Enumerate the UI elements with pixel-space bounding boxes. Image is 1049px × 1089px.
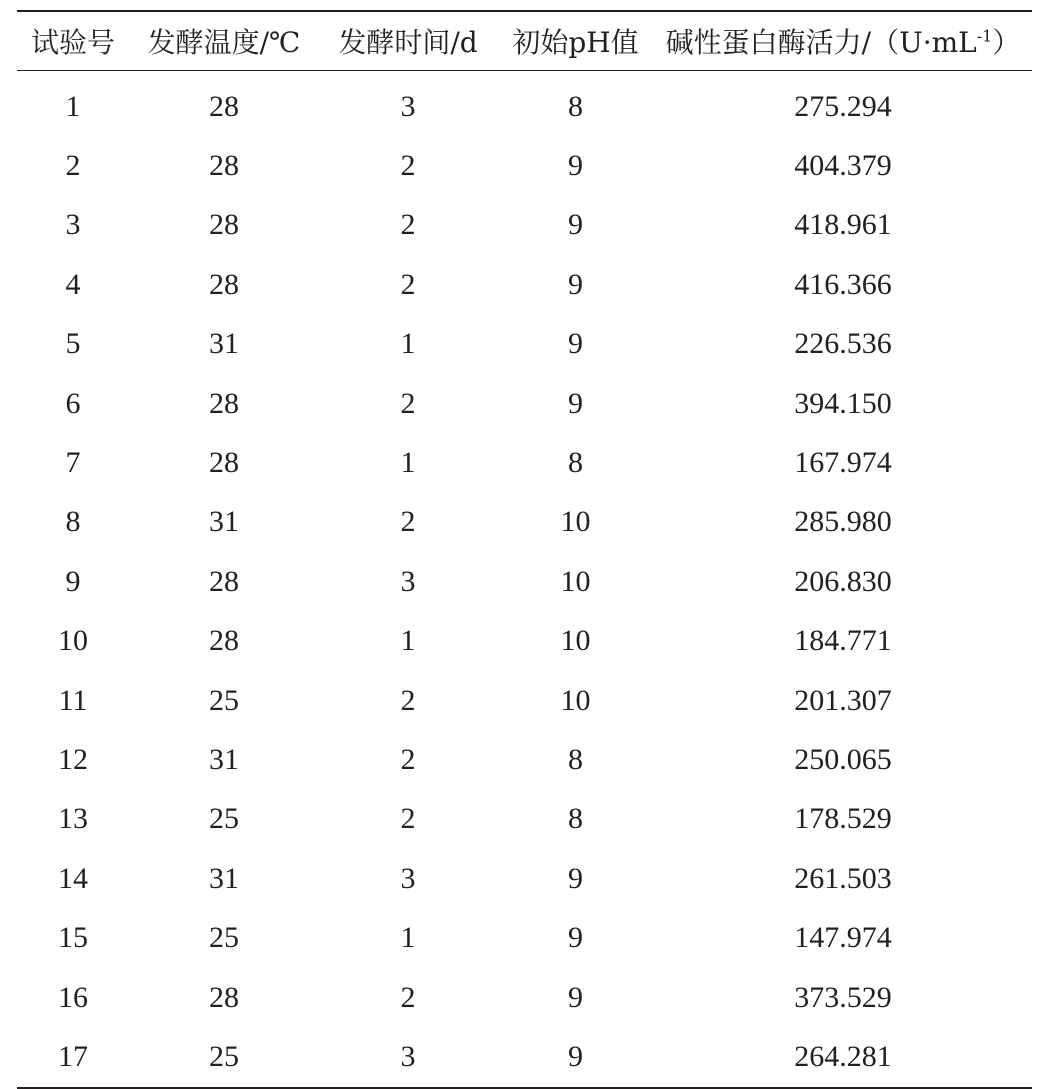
cell-initial-ph: 8 <box>568 742 583 776</box>
cell-activity: 178.529 <box>794 802 892 836</box>
cell-time: 1 <box>400 624 416 658</box>
cell-initial-ph: 9 <box>568 208 583 242</box>
table-row <box>17 433 1032 492</box>
cell-activity: 275.294 <box>794 89 892 123</box>
cell-time: 2 <box>400 980 416 1014</box>
cell-time: 2 <box>400 267 416 301</box>
table-row <box>17 612 1032 671</box>
cell-activity: 184.771 <box>794 624 892 658</box>
cell-temperature: 28 <box>209 624 239 658</box>
table-row <box>17 374 1032 433</box>
cell-activity: 394.150 <box>794 386 892 420</box>
cell-initial-ph: 8 <box>568 446 583 480</box>
cell-temperature: 28 <box>209 980 239 1014</box>
cell-initial-ph: 9 <box>568 327 583 361</box>
cell-trial-no: 8 <box>65 505 81 539</box>
cell-temperature: 28 <box>209 564 239 598</box>
cell-activity: 201.307 <box>794 683 892 717</box>
table-row <box>17 968 1032 1027</box>
cell-temperature: 28 <box>209 386 239 420</box>
cell-initial-ph: 9 <box>568 861 583 895</box>
cell-temperature: 31 <box>209 505 239 539</box>
cell-time: 2 <box>400 386 416 420</box>
table-row <box>17 1027 1032 1087</box>
cell-initial-ph: 9 <box>568 1039 583 1073</box>
cell-trial-no: 13 <box>58 802 88 836</box>
cell-initial-ph: 10 <box>560 564 591 598</box>
cell-activity: 373.529 <box>794 980 892 1014</box>
header-temperature: 发酵温度/℃ <box>147 26 301 59</box>
cell-activity: 250.065 <box>794 742 892 776</box>
cell-time: 2 <box>400 505 416 539</box>
cell-temperature: 25 <box>209 683 239 717</box>
cell-time: 1 <box>400 327 416 361</box>
header-activity-close: ） <box>992 26 1021 59</box>
cell-activity: 285.980 <box>794 505 892 539</box>
cell-temperature: 28 <box>209 89 239 123</box>
cell-temperature: 31 <box>209 327 239 361</box>
cell-temperature: 28 <box>209 208 239 242</box>
cell-activity: 147.974 <box>794 921 892 955</box>
cell-trial-no: 9 <box>65 564 81 598</box>
cell-temperature: 31 <box>209 742 239 776</box>
cell-initial-ph: 8 <box>568 802 583 836</box>
cell-initial-ph: 9 <box>568 921 583 955</box>
cell-time: 2 <box>400 149 416 183</box>
header-activity-label: 碱性蛋白酶活力/（U·mL <box>665 26 977 59</box>
cell-activity: 206.830 <box>794 564 892 598</box>
cell-activity: 167.974 <box>794 446 892 480</box>
table-row <box>17 552 1032 611</box>
cell-initial-ph: 9 <box>568 267 583 301</box>
cell-time: 1 <box>400 921 416 955</box>
table-row <box>17 315 1032 374</box>
cell-initial-ph: 8 <box>568 89 583 123</box>
cell-activity: 261.503 <box>794 861 892 895</box>
cell-initial-ph: 9 <box>568 386 583 420</box>
table-row <box>17 255 1032 314</box>
cell-activity: 404.379 <box>794 149 892 183</box>
cell-trial-no: 1 <box>65 89 81 123</box>
cell-trial-no: 16 <box>58 980 88 1014</box>
cell-trial-no: 15 <box>58 921 88 955</box>
cell-initial-ph: 9 <box>568 149 583 183</box>
cell-time: 3 <box>400 89 416 123</box>
cell-temperature: 28 <box>209 446 239 480</box>
cell-time: 2 <box>400 742 416 776</box>
cell-time: 2 <box>400 683 416 717</box>
header-time: 发酵时间/d <box>338 26 478 59</box>
cell-trial-no: 7 <box>65 446 81 480</box>
table-row <box>17 136 1032 195</box>
cell-activity: 416.366 <box>794 267 892 301</box>
cell-temperature: 31 <box>209 861 239 895</box>
cell-time: 3 <box>400 564 416 598</box>
table-row <box>17 730 1032 789</box>
cell-temperature: 28 <box>209 149 239 183</box>
cell-initial-ph: 10 <box>560 624 591 658</box>
table-row <box>17 790 1032 849</box>
cell-activity: 264.281 <box>794 1039 892 1073</box>
cell-time: 3 <box>400 861 416 895</box>
header-trial-no: 试验号 <box>30 26 115 59</box>
cell-initial-ph: 10 <box>560 505 591 539</box>
table-row <box>17 196 1032 255</box>
cell-temperature: 28 <box>209 267 239 301</box>
cell-trial-no: 14 <box>58 861 88 895</box>
table-body <box>17 71 1032 1088</box>
cell-trial-no: 17 <box>58 1039 88 1073</box>
table-header <box>17 11 1032 71</box>
cell-time: 3 <box>400 1039 416 1073</box>
experiment-results-table <box>17 10 1032 1089</box>
header-activity <box>654 11 1032 71</box>
table-row <box>17 71 1032 137</box>
table-row <box>17 908 1032 967</box>
cell-trial-no: 12 <box>58 742 88 776</box>
table-row <box>17 671 1032 730</box>
table-row <box>17 493 1032 552</box>
cell-initial-ph: 9 <box>568 980 583 1014</box>
table-row <box>17 849 1032 908</box>
cell-trial-no: 6 <box>65 386 81 420</box>
cell-trial-no: 5 <box>65 327 81 361</box>
cell-time: 2 <box>400 208 416 242</box>
cell-trial-no: 11 <box>58 683 88 717</box>
data-table-container <box>17 10 1032 1089</box>
header-initial-ph: 初始pH值 <box>512 26 639 59</box>
cell-trial-no: 10 <box>58 624 88 658</box>
cell-temperature: 25 <box>209 1039 239 1073</box>
header-activity-exponent: -1 <box>976 26 993 46</box>
cell-trial-no: 2 <box>65 149 81 183</box>
header-row <box>17 11 1032 71</box>
cell-temperature: 25 <box>209 921 239 955</box>
cell-time: 1 <box>400 446 416 480</box>
cell-trial-no: 4 <box>65 267 81 301</box>
cell-trial-no: 3 <box>65 208 81 242</box>
cell-time: 2 <box>400 802 416 836</box>
cell-initial-ph: 10 <box>560 683 591 717</box>
cell-temperature: 25 <box>209 802 239 836</box>
cell-activity: 418.961 <box>794 208 892 242</box>
cell-activity: 226.536 <box>794 327 892 361</box>
